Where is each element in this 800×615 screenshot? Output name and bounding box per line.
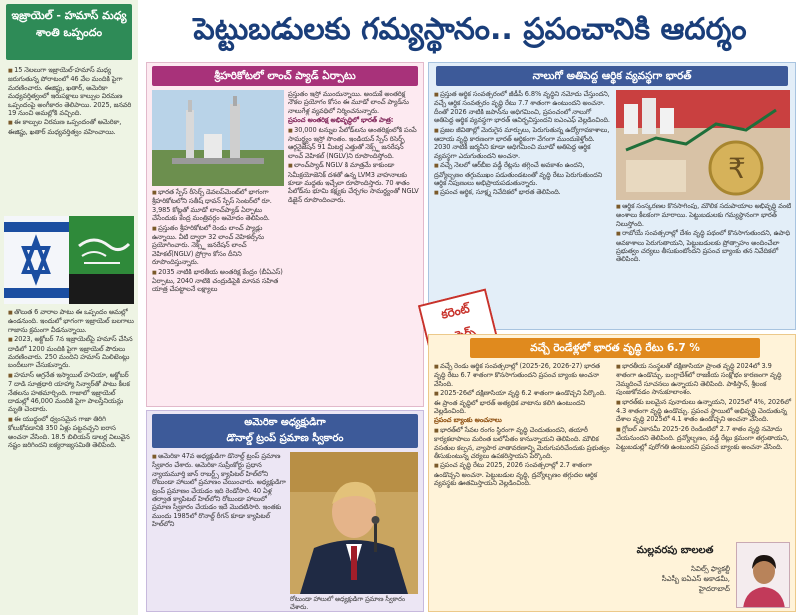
launchpad-image xyxy=(152,90,284,186)
main-title-text: పెట్టుబడులకు గమ్యస్థానం.. ప్రపంచానికి ఆదర్శం xyxy=(193,12,747,47)
trump-photo xyxy=(290,452,418,594)
author-org: సీఎస్బీ ఐఏఎస్ అకాడమీ, xyxy=(661,575,730,583)
sriharikota-col2-sub: ప్రపంచ అంతరిక్ష అభివృద్ధిలో భారత్ పాత్ర: xyxy=(288,116,394,125)
economy-col2-p1: ■ ఆర్థిక సంస్కరణల కొనసాగింపు, మౌలిక సదుపాయాల అభివృద్ధి వంటి అంశాలు కీలకంగా మారాయి. పెట్టుబడులకు గమ్యస్థానంగా భారత్ నిలుస్తోంది. xyxy=(616,202,792,228)
trump-heading xyxy=(152,414,418,448)
sriharikota-col2-p2: ■ 30,000 టన్నుల పేలోడ్‌లను అంతరిక్షంలోకి పంపే సామర్థ్యం ఇస్రో సొంతం. ఇండియన్ స్పేస్ రిసెర్చ్ ఆర్గనైజేషన్ 91 మీటర్ల ఎత్తుతో నెక్స్ట్ జనరేషన్ లాంచ్ వెహికల్ (NGLV)ని రూపొందిస్తోంది. xyxy=(288,126,420,161)
sriharikota-col1 xyxy=(152,188,284,404)
left-para-6: ■ ఈ యుద్ధంలో ధ్వంసమైన గాజా తిరిగి కోలుకోవడానికి 350 ఏళ్లు పట్టవచ్చని ఐరాస అంచనా వేసింది. 18.5 బిలియన్ డాలర్ల విలువైన నష్టం జరిగిందని ఐక్యరాజ్యసమితి తెలిపింది. xyxy=(8,415,134,450)
left-para-5: ■ హమాస్ అగ్రనేత ఇస్మాయిల్ హనియా, అక్టోబర్ 7 దాడి సూత్రధారి యాహ్యా సిన్వార్‌తో పాటు కీలక నేతలను హతమార్చింది. గాజాలో ఇజ్రాయెల్ దాడుల్లో 46,000 మందికి పైగా పాలస్తీనియన్లు మృతి చెందారు. xyxy=(8,371,134,414)
economy-image xyxy=(616,90,790,200)
left-text-bottom xyxy=(8,308,134,612)
main-title xyxy=(142,2,798,58)
left-heading-text: ఇజ్రాయెల్ - హమాస్ మధ్య శాంతి ఒప్పందం xyxy=(11,9,127,39)
author-details xyxy=(616,564,734,608)
economy-col1-p3: ■ వచ్చే నెలలో ఆర్‌బీఐ వడ్డీ రేట్లను తగ్గించే అవకాశం ఉందని, ద్రవ్యోల్బణం తగ్గుముఖం పడుతుండటంతో వృద్ధి రేటు పెరుగుతుందని ఆర్థిక నిపుణులు అభిప్రాయపడుతున్నారు. xyxy=(434,161,612,187)
growth-col2-p1: ■ భారతీయ సంస్థలతో దక్షిణాసియా ప్రాంత వృద్ధి 2024లో 3.9 శాతంగా ఉండొచ్చు. బంగ్లాదేశ్‌లో రాజకీయ సంక్షోభం కారణంగా వృద్ధి నెమ్మదించే సూచనలు ఉన్నాయని తెలిపింది. పాకిస్తాన్, శ్రీలంక పుంజుకోవడం సానుకూలాంశం. xyxy=(616,362,792,397)
economy-col1-p2: ■ ప్రజల జీవితాల్లో మెరుగైన మార్పులు, పెరుగుతున్న ఉద్యోగావకాశాలు, ఆదాయ వృద్ధి కారణంగా భారత్ ఆర్థికంగా వేగంగా ముందుకెళ్తోంది. 2030 నాటికి జర్మనీని కూడా అధిగమించి మూడో అతిపెద్ద ఆర్థిక వ్యవస్థగా ఎదుగుతుందని అంచనా. xyxy=(434,126,612,161)
trump-text xyxy=(152,452,286,610)
trump-caption-text: రోటుండా హాలులో అధ్యక్షుడిగా ప్రమాణ స్వీకారం చేశారు. xyxy=(290,595,405,611)
author-photo-svg xyxy=(737,543,790,608)
author-name xyxy=(616,544,734,560)
growth-col1-sub: ప్రపంచ బ్యాంకు అంచనాలు xyxy=(434,416,502,425)
left-para-4: ■ 2023, అక్టోబర్ 7న ఇజ్రాయెల్‌పై హమాస్ చేసిన దాడిలో 1200 మందికి పైగా ఇజ్రాయెల్ పౌరులు మరణించారు. 250 మందిని హమాస్ మిలిటెంట్లు బందీలుగా చేసుకున్నారు. xyxy=(8,335,134,370)
growth-col1 xyxy=(434,362,612,610)
growth-col2-p3: ■ గ్లోబల్ ఎకానమీ 2025-26 రెండింటిలో 2.7 శాతం వృద్ధి నమోదు చేయనుందని తెలిపింది. ద్రవ్యోల్బణం, వడ్డీ రేట్లు క్రమంగా తగ్గుతాయని, పెట్టుబడుల్లో పురోగతి ఉంటుందని ప్రపంచ బ్యాంకు అంచనా వేసింది. xyxy=(616,425,792,451)
growth-col1-p2: ■ 2025-26లో దక్షిణాసియా వృద్ధి 6.2 శాతంగా ఉండొచ్చని పేర్కొంది. ఈ ప్రాంత వృద్ధిలో భారత్ అత్యధిక వాటాను కలిగి ఉంటుందని వెల్లడించింది. xyxy=(434,389,612,415)
economy-col2-p2: ■ రాబోయే సంవత్సరాల్లో దేశం వృద్ధి పథంలో కొనసాగుతుందని, ఉపాధి అవకాశాలు పెరుగుతాయని, పెట్టుబడులకు ప్రోత్సాహం అందించేలా ప్రభుత్వం చర్యలు తీసుకుంటోందని ప్రపంచ బ్యాంకు తన నివేదికలో తెలిపింది. xyxy=(616,229,792,264)
economy-col2 xyxy=(616,202,792,328)
economy-col1-p4: ■ ప్రపంచ ఆర్థిక, సూక్ష్మ నివేదికలో భారత తెలిపింది. xyxy=(434,188,612,197)
economy-heading-text: నాలుగో అతిపెద్ద ఆర్థిక వ్యవస్థగా భారత్ xyxy=(532,70,692,82)
sriharikota-col2-p3: ■ లాంచ్‌ప్యాడ్ NGLV కి మాత్రమే కాకుండా సెమీక్రయోజెనిక్ దశతో ఉన్న LVM3 వాహనాలకు కూడా మద్దతు ఇచ్చేలా రూపొందిస్తారు. 70 శాతం పేలోడ్‌ను భూమి కక్ష్యకు చేర్చగల సామర్థ్యంతో NGLV డిజైన్ రూపొందించారు. xyxy=(288,161,420,204)
economy-col1-p1: ■ ప్రస్తుత ఆర్థిక సంవత్సరంలో జీడీపీ 6.8% వృద్ధిని నమోదు చేస్తుందని, వచ్చే ఆర్థిక సంవత్సరం వృద్ధి రేటు 7.7 శాతంగా ఉంటుందని అంచనా. దీంతో 2026 నాటికి జపాన్‌ను అధిగమించి, ప్రపంచంలో నాలుగో అతిపెద్ద ఆర్థిక వ్యవస్థగా భారత్ ఆవిర్భవిస్తుందని ఐఎంఎఫ్ వెల్లడించింది. xyxy=(434,90,612,125)
sriharikota-col1-p3: ■ 2035 నాటికి భారతీయ అంతరిక్ష కేంద్రం (బీఏఎస్) ఏర్పాటు, 2040 నాటికి చంద్రుడిపైకి మానవ సహిత యాత్ర చేపట్టాలనే లక్ష్యాలు xyxy=(152,268,284,294)
trump-text-body: ■ అమెరికా 47వ అధ్యక్షుడిగా డొనాల్డ్ ట్రంప్ ప్రమాణ స్వీకారం చేశారు. అమెరికా సుప్రీంకోర్టు ప్రధాన న్యాయమూర్తి జాన్ రాబర్ట్స్ క్యాపిటల్ హిల్‌లోని రోటుండా హాలులో ప్రమాణం చేయించారు. అధ్యక్షుడిగా ట్రంప్ ప్రమాణం చేయడం ఇది రెండోసారి. 40 ఏళ్ల తర్వాత క్యాపిటల్ హిల్‌లోని రోటుండా హాలులో ప్రమాణ స్వీకారం చేయడం ఇదే మొదటిసారి. ఇంతకు ముందు 1985లో రొనాల్డ్ రీగన్ కూడా క్యాపిటల్ హిల్‌లోని xyxy=(152,452,286,529)
sriharikota-heading-text: శ్రీహరికోటలో లాంచ్ ప్యాడ్ ఏర్పాటు xyxy=(214,70,356,82)
palestine-flag-icon xyxy=(69,216,134,304)
growth-col1-p3: ■ భారత్‌లో సేవల రంగం స్థిరంగా వృద్ధి చెందుతుందని, తయారీ కార్యకలాపాలు మరింత బలోపేతం కానున్నాయని తెలిపింది. మౌలిక వసతుల కల్పన, వ్యాపార వాతావరణాన్ని మెరుగుపరిచేందుకు ప్రభుత్వం తీసుకుంటున్న చర్యలు ఉపకరిస్తాయని పేర్కొంది. xyxy=(434,426,612,461)
current-affairs-text: కరెంట్ xyxy=(439,301,471,322)
growth-col1-p1: ■ వచ్చే రెండు ఆర్థిక సంవత్సరాల్లో (2025-26, 2026-27) భారత వృద్ధి రేటు 6.7 శాతంగా కొనసాగుతుందని ప్రపంచ బ్యాంకు అంచనా వేసింది. xyxy=(434,362,612,388)
author-photo xyxy=(736,542,790,608)
growth-col2-p2: ■ భారత్‌కు బలమైన పునాదులు ఉన్నాయని, 2025లో 4%, 2026లో 4.3 శాతంగా వృద్ధి ఉండొచ్చు. ప్రపంచ స్థాయిలో అభివృద్ధి చెందుతున్న దేశాల వృద్ధి 2025లో 4.1 శాతం ఉండొచ్చని అంచనా వేసింది. xyxy=(616,398,792,424)
sriharikota-heading xyxy=(152,66,418,86)
sriharikota-col2-p1: ప్రస్తుతం ఇస్రో ముందున్నాయి. అందుకే అంతరిక్ష నౌకల ప్రయోగం కోసం ఈ మూడో లాంచ్ ప్యాడ్‌ను నాలుగేళ్ల వ్యవధిలో నిర్మించనున్నారు. xyxy=(288,90,409,115)
author-name-text: మల్లవరపు బాలలత xyxy=(636,545,714,556)
growth-heading-text: వచ్చే రెండేళ్లలో భారత వృద్ధి రేటు 6.7 % xyxy=(530,342,700,354)
left-heading xyxy=(6,4,132,60)
trump-heading-line1: అమెరికా అధ్యక్షుడిగా xyxy=(244,417,326,428)
sriharikota-col2 xyxy=(288,90,420,404)
left-para-2: ■ ఈ కాల్పుల విరమణ ఒప్పందంతో అమెరికా, ఈజిప్టు, ఖతార్ మధ్యవర్తిత్వం వహించాయి. xyxy=(8,118,134,136)
sriharikota-col1-p2: ■ ప్రస్తుతం శ్రీహరికోటలో రెండు లాంచ్ ప్యాడ్లు ఉన్నాయి. వీటి ద్వారా 32 లాంచ్ వెహికల్స్‌ను ప్రయోగించారు. నెక్స్ట్ జనరేషన్ లాంచ్ వెహికల్(NGLV) ప్రోగ్రాం కోసం దీనిని రూపొందిస్తున్నారు. xyxy=(152,224,284,267)
left-para-3: ■ తొలుత 6 వారాల పాటు ఈ ఒప్పందం అమల్లో ఉండనుంది. ఇందులో భాగంగా ఇజ్రాయెల్ బలగాలు గాజాను క్రమంగా వీడనున్నాయి. xyxy=(8,308,134,334)
trump-photo-svg xyxy=(290,452,418,594)
israel-hamas-flags-image xyxy=(4,216,134,304)
economy-heading xyxy=(436,66,788,86)
svg-text:₹: ₹ xyxy=(728,152,746,185)
author-role: సివిల్స్ ఫ్యాకల్టీ xyxy=(691,565,730,573)
trump-caption xyxy=(290,595,418,611)
sriharikota-col1-p1: ■ భారత స్పేస్ రీసెర్చ్ డెవలప్‌మెంట్‌లో భాగంగా శ్రీహరికోటలోని సతీష్ ధావన్ స్పేస్ సెంటర్‌లో రూ. 3,985 కోట్లతో మూడో లాంచ్‌ప్యాడ్ ఏర్పాటు చేసేందుకు కేంద్ర మంత్రివర్గం ఆమోదం తెలిపింది. xyxy=(152,188,284,223)
left-text-top xyxy=(8,66,134,226)
growth-col1-p4: ■ ప్రపంచ వృద్ధి రేటు 2025, 2026 సంవత్సరాల్లో 2.7 శాతంగా ఉండొచ్చని అంచనా. పెట్టుబడుల వృద్ధి, ద్రవ్యోల్బణం తగ్గుదల ఆర్థిక వ్యవస్థకు ఊతమిస్తాయని వెల్లడించింది. xyxy=(434,461,612,487)
trump-heading-line2: డొనాల్డ్ ట్రంప్ ప్రమాణ స్వీకారం xyxy=(226,433,344,444)
growth-heading xyxy=(470,338,760,358)
left-para-1: ■ 15 నెలలుగా ఇజ్రాయెల్-హమాస్ మధ్య జరుగుతున్న పోరాటంలో 46 వేల మందికి పైగా మరణించారు. ఈజిప్టు, ఖతార్, అమెరికా మధ్యవర్తిత్వంలో ఇరుపక్షాలు కాల్పుల విరమణ ఒప్పందంపై అంగీకారం తెలిపాయి. 2025, జనవరి 19 నుంచి అమల్లోకి వచ్చింది. xyxy=(8,66,134,117)
author-city: హైదరాబాద్ xyxy=(698,585,730,593)
launchpad-svg xyxy=(152,90,284,186)
growth-col2 xyxy=(616,362,792,538)
economy-col1 xyxy=(434,90,612,328)
author-box xyxy=(616,540,792,610)
flags-svg xyxy=(4,216,134,304)
economy-svg xyxy=(616,90,790,200)
